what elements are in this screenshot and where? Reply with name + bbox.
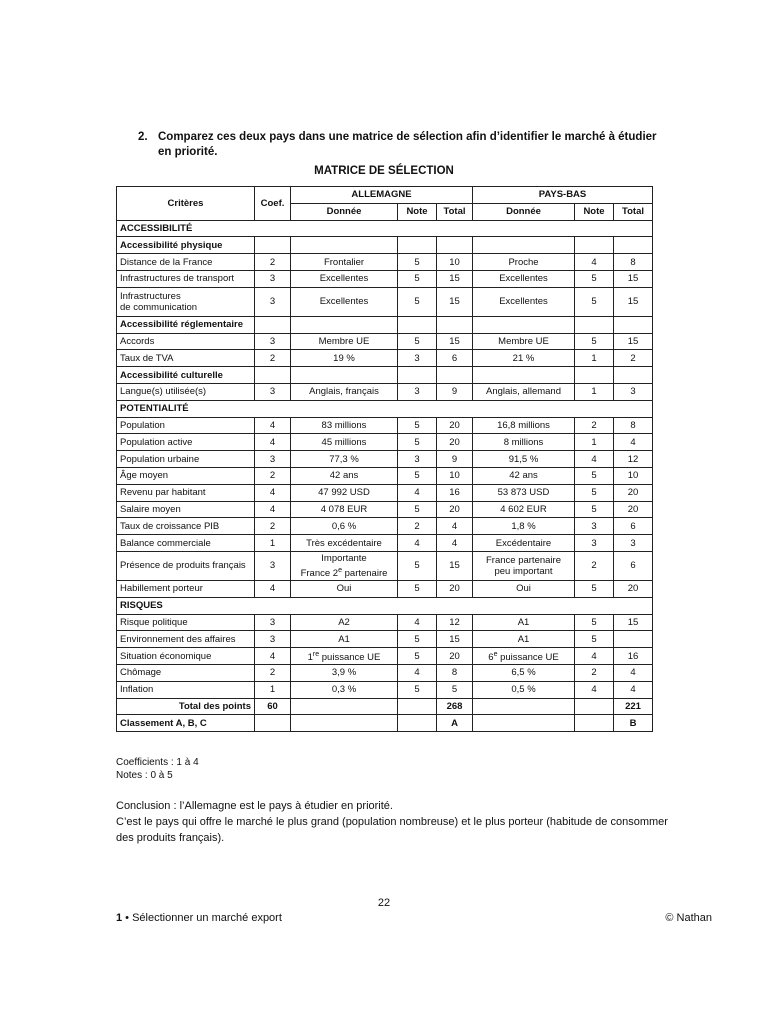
- criterion-line-2: de communication: [120, 301, 198, 313]
- note-allemagne: 5: [398, 434, 437, 451]
- coef: 1: [255, 535, 291, 552]
- conclusion: [116, 798, 676, 846]
- coef: 2: [255, 350, 291, 367]
- note-pays-bas: 1: [575, 383, 614, 400]
- subsection-row: [117, 237, 653, 254]
- table-row: [117, 535, 653, 552]
- coef: 2: [255, 664, 291, 681]
- data-pays-bas: 53 873 USD: [473, 484, 575, 501]
- total-allemagne: 4: [437, 535, 473, 552]
- data-allemagne: A2: [291, 614, 398, 631]
- note-pays-bas: 4: [575, 648, 614, 665]
- note-pays-bas: 5: [575, 287, 614, 316]
- section-accessibilite: ACCESSIBILITÉ: [117, 220, 653, 237]
- data-allemagne: 77,3 %: [291, 451, 398, 468]
- data-pays-bas: 6,5 %: [473, 664, 575, 681]
- coef: 4: [255, 434, 291, 451]
- total-allemagne: 5: [437, 681, 473, 698]
- subsection-culturelle: Accessibilité culturelle: [117, 367, 255, 384]
- criterion-line-1: Infrastructures: [120, 290, 181, 302]
- header-data-2: Donnée: [473, 203, 575, 220]
- data-allemagne: 0,6 %: [291, 518, 398, 535]
- criterion: Chômage: [117, 664, 255, 681]
- total-allemagne: 15: [437, 270, 473, 287]
- table-row: [117, 270, 653, 287]
- header-coef: Coef.: [255, 187, 291, 221]
- coef: 3: [255, 614, 291, 631]
- note-allemagne: 4: [398, 484, 437, 501]
- note-allemagne: 5: [398, 333, 437, 350]
- data-pays-bas: 21 %: [473, 350, 575, 367]
- section-row: [117, 597, 653, 614]
- coef: 1: [255, 681, 291, 698]
- data-line-2: peu important: [494, 565, 553, 577]
- data-allemagne: 19 %: [291, 350, 398, 367]
- matrix-title: MATRICE DE SÉLECTION: [314, 165, 454, 177]
- data-text: partenaire: [341, 567, 388, 579]
- data-line-2: [301, 568, 388, 579]
- data-line-1: France partenaire: [486, 554, 561, 566]
- note-allemagne: 4: [398, 535, 437, 552]
- note-pays-bas: 2: [575, 551, 614, 580]
- criterion: Infrastructures de transport: [117, 270, 255, 287]
- total-pays-bas: 4: [614, 681, 653, 698]
- note-pays-bas: 5: [575, 631, 614, 648]
- note-allemagne: 3: [398, 350, 437, 367]
- total-allemagne: 15: [437, 631, 473, 648]
- coef: 2: [255, 254, 291, 271]
- table-row: [117, 484, 653, 501]
- total-pays-bas: 4: [614, 434, 653, 451]
- header-total-2: Total: [614, 203, 653, 220]
- table-row: [117, 664, 653, 681]
- note-pays-bas: 3: [575, 535, 614, 552]
- coef: 2: [255, 518, 291, 535]
- data-pays-bas: 4 602 EUR: [473, 501, 575, 518]
- data-text: puissance UE: [497, 652, 559, 664]
- note-allemagne: 3: [398, 451, 437, 468]
- question-text: Comparez ces deux pays dans une matrice de sélection afin d’identifier le marché à étudier en priorité.: [158, 131, 657, 158]
- table-row: [117, 383, 653, 400]
- selection-matrix: [116, 186, 653, 732]
- coef: 2: [255, 467, 291, 484]
- criterion: Balance commerciale: [117, 535, 255, 552]
- total-pays-bas: 20: [614, 484, 653, 501]
- header-country-allemagne: ALLEMAGNE: [291, 187, 473, 204]
- total-allemagne: 9: [437, 451, 473, 468]
- table-row: [117, 631, 653, 648]
- criterion: Population: [117, 417, 255, 434]
- note-pays-bas: 2: [575, 417, 614, 434]
- total-allemagne: 20: [437, 501, 473, 518]
- data-allemagne: Excellentes: [291, 270, 398, 287]
- data-pays-bas: Anglais, allemand: [473, 383, 575, 400]
- page-number: 22: [377, 897, 391, 909]
- total-pays-bas: 15: [614, 287, 653, 316]
- coef: 4: [255, 417, 291, 434]
- superscript: re: [312, 650, 320, 658]
- header-total-1: Total: [437, 203, 473, 220]
- criterion: Inflation: [117, 681, 255, 698]
- header-criteria: Critères: [117, 187, 255, 221]
- question-number: 2.: [138, 131, 148, 143]
- total-pays-bas: 12: [614, 451, 653, 468]
- total-pays-bas: 6: [614, 518, 653, 535]
- table-row: [117, 580, 653, 597]
- total-pays-bas: 6: [614, 551, 653, 580]
- data-pays-bas: 42 ans: [473, 467, 575, 484]
- total-allemagne: 20: [437, 580, 473, 597]
- table-row: [117, 551, 653, 580]
- data-pays-bas: 0,5 %: [473, 681, 575, 698]
- table-row: [117, 434, 653, 451]
- data-pays-bas: Proche: [473, 254, 575, 271]
- total-allemagne: 8: [437, 664, 473, 681]
- data-allemagne: Anglais, français: [291, 383, 398, 400]
- data-pays-bas: Excellentes: [473, 270, 575, 287]
- superscript: e: [493, 650, 498, 658]
- data-text: France 2: [300, 567, 339, 579]
- note-allemagne: 5: [398, 287, 437, 316]
- note-allemagne: 5: [398, 501, 437, 518]
- criterion: Salaire moyen: [117, 501, 255, 518]
- table-row: [117, 681, 653, 698]
- note-pays-bas: 2: [575, 664, 614, 681]
- conclusion-line-2: C’est le pays qui offre le marché le plus grand (population nombreuse) et le plus porteur (habitude de consommer des produits français).: [116, 816, 668, 844]
- note-allemagne: 5: [398, 417, 437, 434]
- data-allemagne: 3,9 %: [291, 664, 398, 681]
- criterion: Distance de la France: [117, 254, 255, 271]
- data-pays-bas: 1,8 %: [473, 518, 575, 535]
- header-country-pays-bas: PAYS-BAS: [473, 187, 653, 204]
- ranking-pays-bas: B: [614, 715, 653, 732]
- total-allemagne: 12: [437, 614, 473, 631]
- coef: 3: [255, 383, 291, 400]
- total-allemagne: 15: [437, 333, 473, 350]
- data-allemagne: 4 078 EUR: [291, 501, 398, 518]
- criterion: [117, 287, 255, 316]
- criterion: Taux de croissance PIB: [117, 518, 255, 535]
- note-pays-bas: 5: [575, 580, 614, 597]
- data-text: 6: [488, 652, 494, 664]
- table-row: [117, 467, 653, 484]
- coef: 4: [255, 648, 291, 665]
- note-pays-bas: 5: [575, 333, 614, 350]
- chapter-number: 1: [116, 912, 123, 924]
- total-allemagne: 9: [437, 383, 473, 400]
- note-pays-bas: 3: [575, 518, 614, 535]
- coef: 4: [255, 580, 291, 597]
- coefficients-note: Coefficients : 1 à 4: [116, 757, 199, 768]
- note-pays-bas: 5: [575, 484, 614, 501]
- note-allemagne: 3: [398, 383, 437, 400]
- total-pays-bas: [614, 631, 653, 648]
- note-allemagne: 5: [398, 467, 437, 484]
- data-allemagne: Membre UE: [291, 333, 398, 350]
- note-pays-bas: 4: [575, 681, 614, 698]
- total-pays-bas: 20: [614, 580, 653, 597]
- criterion: Environnement des affaires: [117, 631, 255, 648]
- note-pays-bas: 5: [575, 501, 614, 518]
- note-allemagne: 5: [398, 254, 437, 271]
- data-pays-bas: 16,8 millions: [473, 417, 575, 434]
- table-row: [117, 501, 653, 518]
- total-pays-bas: 2: [614, 350, 653, 367]
- note-allemagne: 4: [398, 614, 437, 631]
- criterion: Population urbaine: [117, 451, 255, 468]
- header-row-1: [117, 187, 653, 204]
- criterion: Présence de produits français: [117, 551, 255, 580]
- criterion: Population active: [117, 434, 255, 451]
- header-note-2: Note: [575, 203, 614, 220]
- total-coef: 60: [255, 698, 291, 715]
- criterion: Situation économique: [117, 648, 255, 665]
- coef: 4: [255, 484, 291, 501]
- table-row: [117, 451, 653, 468]
- section-row: [117, 400, 653, 417]
- coef: 3: [255, 287, 291, 316]
- table-row: [117, 417, 653, 434]
- section-row: [117, 220, 653, 237]
- data-allemagne: [291, 648, 398, 665]
- note-pays-bas: 1: [575, 434, 614, 451]
- data-allemagne: [291, 551, 398, 580]
- table-row: [117, 287, 653, 316]
- data-allemagne: Oui: [291, 580, 398, 597]
- coef: 4: [255, 501, 291, 518]
- data-pays-bas: A1: [473, 614, 575, 631]
- total-pays-bas: 8: [614, 417, 653, 434]
- header-note-1: Note: [398, 203, 437, 220]
- note-allemagne: 5: [398, 580, 437, 597]
- note-allemagne: 5: [398, 648, 437, 665]
- subsection-reglementaire: Accessibilité réglementaire: [117, 316, 255, 333]
- table-row: [117, 518, 653, 535]
- data-pays-bas: Membre UE: [473, 333, 575, 350]
- data-pays-bas: Excellentes: [473, 287, 575, 316]
- total-pays-bas: 15: [614, 270, 653, 287]
- note-pays-bas: 4: [575, 451, 614, 468]
- coef: 3: [255, 551, 291, 580]
- note-allemagne: 5: [398, 270, 437, 287]
- table-row: [117, 254, 653, 271]
- criterion: Langue(s) utilisée(s): [117, 383, 255, 400]
- question: [138, 130, 658, 160]
- coef: 3: [255, 451, 291, 468]
- total-pays-bas: 10: [614, 467, 653, 484]
- data-allemagne: Très excédentaire: [291, 535, 398, 552]
- scale-notes: [116, 756, 199, 782]
- note-allemagne: 2: [398, 518, 437, 535]
- data-pays-bas: [473, 648, 575, 665]
- table-row: [117, 614, 653, 631]
- subsection-row: [117, 367, 653, 384]
- data-pays-bas: [473, 551, 575, 580]
- total-pays-bas: 3: [614, 535, 653, 552]
- subsection-row: [117, 316, 653, 333]
- criterion: Risque politique: [117, 614, 255, 631]
- note-allemagne: 5: [398, 551, 437, 580]
- data-pays-bas: Oui: [473, 580, 575, 597]
- data-allemagne: Frontalier: [291, 254, 398, 271]
- total-allemagne: 6: [437, 350, 473, 367]
- coef: 3: [255, 333, 291, 350]
- total-allemagne: 10: [437, 467, 473, 484]
- section-risques: RISQUES: [117, 597, 653, 614]
- total-points-allemagne: 268: [437, 698, 473, 715]
- data-allemagne: 47 992 USD: [291, 484, 398, 501]
- coef: 3: [255, 631, 291, 648]
- total-row: [117, 698, 653, 715]
- coef: 3: [255, 270, 291, 287]
- total-allemagne: 20: [437, 648, 473, 665]
- criterion: Accords: [117, 333, 255, 350]
- total-pays-bas: 15: [614, 614, 653, 631]
- total-pays-bas: 20: [614, 501, 653, 518]
- total-pays-bas: 4: [614, 664, 653, 681]
- note-pays-bas: 4: [575, 254, 614, 271]
- total-points-label: Total des points: [117, 698, 255, 715]
- total-pays-bas: 16: [614, 648, 653, 665]
- data-allemagne: 83 millions: [291, 417, 398, 434]
- chapter-title: • Sélectionner un marché export: [122, 912, 282, 924]
- ranking-label: Classement A, B, C: [117, 715, 255, 732]
- total-allemagne: 4: [437, 518, 473, 535]
- criterion: Âge moyen: [117, 467, 255, 484]
- total-allemagne: 10: [437, 254, 473, 271]
- data-pays-bas: Excédentaire: [473, 535, 575, 552]
- ranking-allemagne: A: [437, 715, 473, 732]
- data-allemagne: A1: [291, 631, 398, 648]
- ranking-row: [117, 715, 653, 732]
- total-pays-bas: 15: [614, 333, 653, 350]
- data-allemagne: 45 millions: [291, 434, 398, 451]
- table-row: [117, 350, 653, 367]
- total-allemagne: 20: [437, 417, 473, 434]
- grades-note: Notes : 0 à 5: [116, 770, 173, 781]
- note-pays-bas: 5: [575, 270, 614, 287]
- table-row: [117, 648, 653, 665]
- data-text: puissance UE: [319, 652, 381, 664]
- conclusion-line-1: Conclusion : l’Allemagne est le pays à étudier en priorité.: [116, 800, 393, 812]
- data-allemagne: 42 ans: [291, 467, 398, 484]
- total-allemagne: 16: [437, 484, 473, 501]
- data-allemagne: Excellentes: [291, 287, 398, 316]
- criterion: Revenu par habitant: [117, 484, 255, 501]
- note-allemagne: 5: [398, 681, 437, 698]
- footer-chapter: [116, 912, 282, 924]
- criterion: Habillement porteur: [117, 580, 255, 597]
- note-pays-bas: 1: [575, 350, 614, 367]
- data-text: 1: [307, 652, 313, 664]
- publisher-credit: © Nathan: [665, 912, 712, 924]
- criterion: Taux de TVA: [117, 350, 255, 367]
- note-pays-bas: 5: [575, 614, 614, 631]
- header-data-1: Donnée: [291, 203, 398, 220]
- total-allemagne: 15: [437, 287, 473, 316]
- total-pays-bas: 3: [614, 383, 653, 400]
- total-allemagne: 15: [437, 551, 473, 580]
- total-pays-bas: 8: [614, 254, 653, 271]
- total-allemagne: 20: [437, 434, 473, 451]
- data-pays-bas: A1: [473, 631, 575, 648]
- total-points-pays-bas: 221: [614, 698, 653, 715]
- data-allemagne: 0,3 %: [291, 681, 398, 698]
- superscript: e: [338, 566, 342, 574]
- note-allemagne: 5: [398, 631, 437, 648]
- note-pays-bas: 5: [575, 467, 614, 484]
- section-potentialite: POTENTIALITÉ: [117, 400, 653, 417]
- data-pays-bas: 8 millions: [473, 434, 575, 451]
- subsection-physique: Accessibilité physique: [117, 237, 255, 254]
- table-row: [117, 333, 653, 350]
- data-pays-bas: 91,5 %: [473, 451, 575, 468]
- data-line-1: Importante: [321, 553, 367, 565]
- note-allemagne: 4: [398, 664, 437, 681]
